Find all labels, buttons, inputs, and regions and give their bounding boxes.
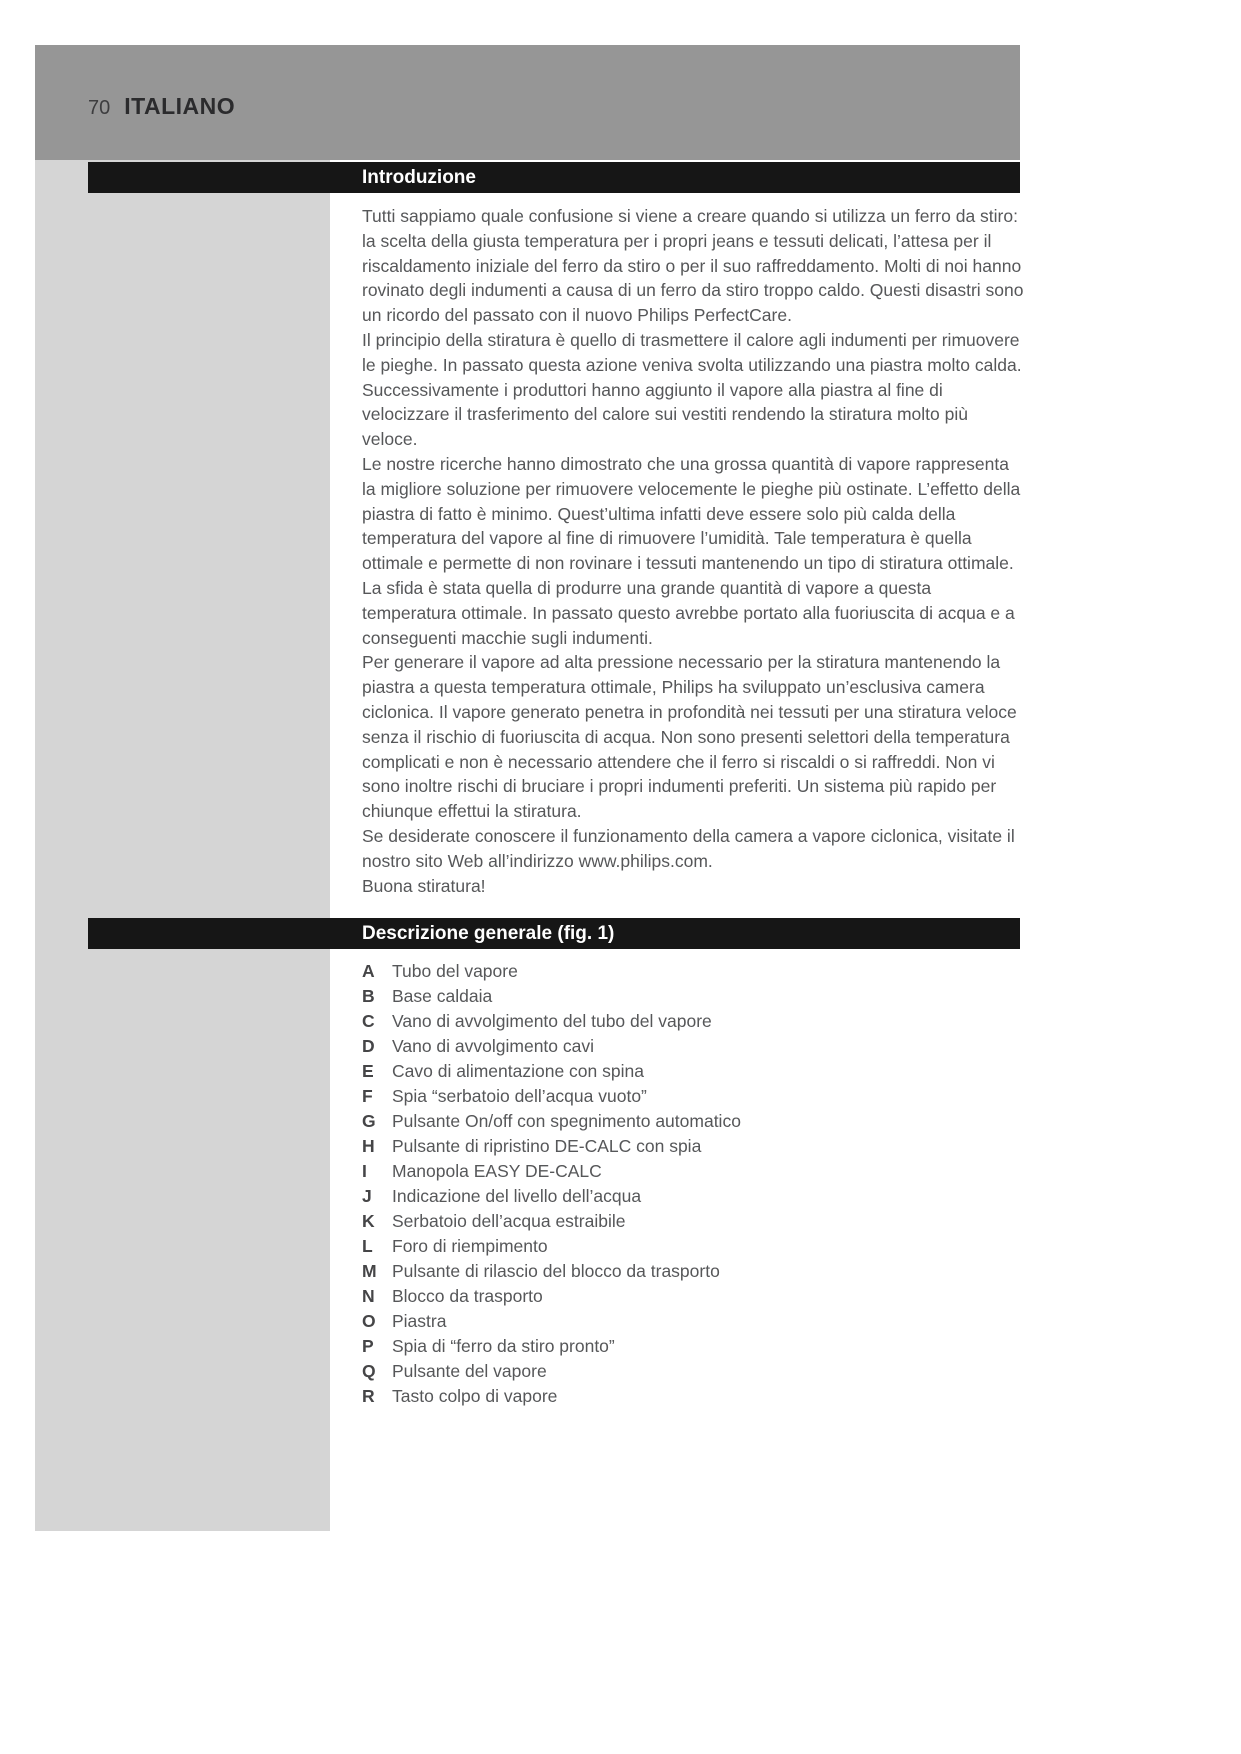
item-letter: L (362, 1236, 373, 1257)
list-item (362, 1209, 1027, 1234)
item-letter: J (362, 1186, 372, 1207)
item-text: Base caldaia (392, 986, 493, 1007)
header-line (88, 93, 235, 120)
item-letter: M (362, 1261, 377, 1282)
intro-paragraph: Buona stiratura! (362, 875, 486, 896)
item-letter: D (362, 1036, 375, 1057)
section-header-introduzione (88, 162, 1020, 193)
list-item (362, 1009, 1027, 1034)
item-text: Vano di avvolgimento cavi (392, 1036, 595, 1057)
content-column (35, 162, 1024, 1409)
intro-paragraph: Le nostre ricerche hanno dimostrato che una grossa quantità di vapore rappresenta la migliore soluzione per rimuovere velocemente le pieghe più ostinate. L’effetto della piastra di fatto è minimo. Quest’ultima infatti deve essere solo più calda della temperatura del vapore al fine di rimuovere l’umidità. Tale temperatura è quella ottimale e permette di non rovinare i tessuti mantenendo un tipo di stiratura ottimale. (362, 453, 1021, 574)
intro-paragraph: La sfida è stata quella di produrre una grande quantità di vapore a questa temperatura ottimale. In passato questo avrebbe portato alla fuoriuscita di acqua e a conseguenti macchie sugli indumenti. (362, 577, 1015, 648)
section-title: Introduzione (362, 166, 476, 188)
list-item (362, 1234, 1027, 1259)
item-letter: C (362, 1011, 375, 1032)
item-letter: A (362, 961, 375, 982)
item-text: Tubo del vapore (392, 961, 518, 982)
item-text: Cavo di alimentazione con spina (392, 1061, 644, 1082)
section-title: Descrizione generale (fig. 1) (362, 922, 615, 944)
section-header-descrizione-generale (88, 918, 1020, 949)
list-item (362, 1059, 1027, 1084)
item-text: Serbatoio dell’acqua estraibile (392, 1211, 626, 1232)
language-title: ITALIANO (124, 93, 236, 119)
item-letter: F (362, 1086, 373, 1107)
item-text: Spia “serbatoio dell’acqua vuoto” (392, 1086, 647, 1107)
list-item (362, 1309, 1027, 1334)
item-text: Manopola EASY DE-CALC (392, 1161, 602, 1182)
item-letter: H (362, 1136, 375, 1157)
item-letter: G (362, 1111, 376, 1132)
item-text: Pulsante On/off con spegnimento automatico (392, 1111, 741, 1132)
item-letter: P (362, 1336, 374, 1357)
list-item (362, 1259, 1027, 1284)
item-letter: N (362, 1286, 375, 1307)
intro-paragraph: Per generare il vapore ad alta pressione necessario per la stiratura mantenendo la piastra a questa temperatura ottimale, Philips ha sviluppato un’esclusiva camera ciclonica. Il vapore generato penetra in profondità nei tessuti per una stiratura veloce senza il rischio di fuoriuscita di acqua. Non sono presenti selettori della temperatura complicati e non è necessario attendere che il ferro si riscaldi o si raffreddi. Non vi sono inoltre rischi di bruciare i propri indumenti preferiti. Un sistema più rapido per chiunque effettui la stiratura. (362, 652, 1017, 822)
list-item (362, 1034, 1027, 1059)
list-item (362, 1334, 1027, 1359)
item-text: Vano di avvolgimento del tubo del vapore (392, 1011, 712, 1032)
item-text: Pulsante di rilascio del blocco da trasporto (392, 1261, 720, 1282)
intro-paragraph: Tutti sappiamo quale confusione si viene a creare quando si utilizza un ferro da stiro: la scelta della giusta temperatura per i propri jeans e tessuti delicati, l’attesa per il riscaldamento iniziale del ferro da stiro o per il suo raffreddamento. Molti di noi hanno rovinato degli indumenti a causa di un ferro da stiro troppo caldo. Questi disastri sono un ricordo del passato con il nuovo Philips PerfectCare. (362, 206, 1024, 326)
item-letter: O (362, 1311, 376, 1332)
list-item (362, 1134, 1027, 1159)
item-letter: K (362, 1211, 375, 1232)
intro-paragraph: Se desiderate conoscere il funzionamento della camera a vapore ciclonica, visitate il nostro sito Web all’indirizzo www.philips.com. (362, 825, 1015, 871)
list-item (362, 1109, 1027, 1134)
page-number: 70 (88, 97, 111, 119)
item-text: Pulsante di ripristino DE-CALC con spia (392, 1136, 702, 1157)
item-letter: Q (362, 1361, 376, 1382)
item-text: Pulsante del vapore (392, 1361, 547, 1382)
item-text: Indicazione del livello dell’acqua (392, 1186, 642, 1207)
list-item (362, 959, 1027, 984)
list-item (362, 1359, 1027, 1384)
item-text: Tasto colpo di vapore (392, 1386, 558, 1407)
parts-list (362, 959, 1027, 1409)
item-text: Spia di “ferro da stiro pronto” (392, 1336, 615, 1357)
list-item (362, 1159, 1027, 1184)
list-item (362, 984, 1027, 1009)
header-band (35, 45, 1020, 160)
item-letter: B (362, 986, 375, 1007)
intro-paragraph: Il principio della stiratura è quello di trasmettere il calore agli indumenti per rimuovere le pieghe. In passato questa azione veniva svolta utilizzando una piastra molto calda. Successivamente i produttori hanno aggiunto il vapore alla piastra al fine di velocizzare il trasferimento del calore sui vestiti rendendo la stiratura molto più veloce. (362, 329, 1022, 450)
item-text: Foro di riempimento (392, 1236, 548, 1257)
list-item (362, 1384, 1027, 1409)
item-letter: R (362, 1386, 375, 1407)
list-item (362, 1284, 1027, 1309)
list-item (362, 1184, 1027, 1209)
item-letter: E (362, 1061, 374, 1082)
list-item (362, 1084, 1027, 1109)
item-text: Piastra (392, 1311, 447, 1332)
intro-text-block (362, 204, 1027, 898)
item-letter: I (362, 1161, 367, 1182)
item-text: Blocco da trasporto (392, 1286, 543, 1307)
